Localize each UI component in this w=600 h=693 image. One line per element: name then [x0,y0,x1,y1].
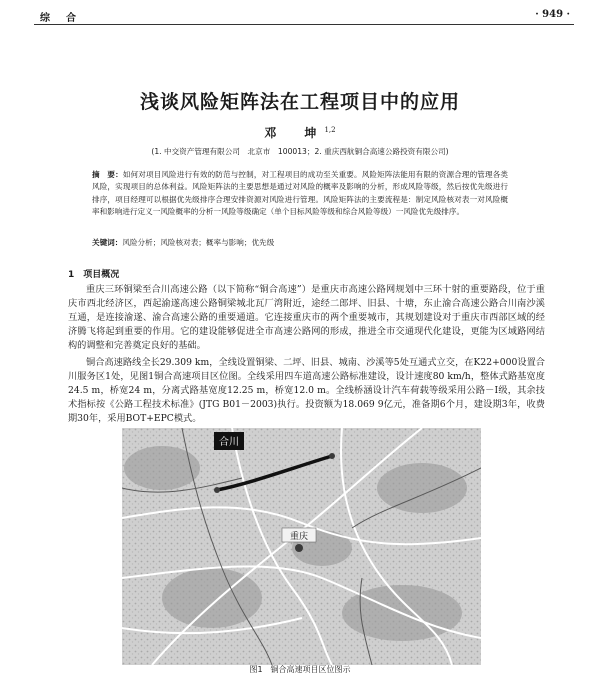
location-map-figure [122,428,481,665]
body-paragraph [68,356,545,426]
body-paragraph [68,283,545,353]
author-name: 邓 坤 [264,126,325,140]
affiliation: (1. 中交资产管理有限公司 北京市 100013；2. 重庆西航铜合高速公路投资有限公司) [151,147,449,156]
article-title: 浅谈风险矩阵法在工程项目中的应用 [139,91,460,113]
author [0,124,600,141]
paragraph-2-text: 铜合高速路线全长29.309 km，全线设置铜梁、二坪、旧县、城南、沙溪等5处互通式立交，在K22+000设置合川服务区1处，见图1铜合高速项目区位图。全线采用四车道高速公路标准建设，设计速度80 km/h，整体式路基宽度24.5 m，桥宽24 m，分离式路基宽度12.25 m，桥宽12.0 m。全线桥涵设计汽车荷载等级采用公路－Ⅰ级，其余技术指标按《公路工程技术标准》(JTG B01－2003)执行。投资额为18.069 9亿元，准备期6个月，建设期3年，收费期30年，采用BOT+EPC模式。 [68,357,545,425]
page-number: · 949 · [535,9,570,20]
abstract-label: 摘 要： [92,170,123,179]
abstract-text: 如何对项目风险进行有效的防范与控制，对工程项目的成功至关重要。风险矩阵法能用有限的资源合理的管理各类风险，实现项目的总体利益。风险矩阵法的主要思想是通过对风险的概率及影响的分析，形成风险等级，然后按优先级进行排序，项目经理可以根据优先级排序合理安排资源对风险进行管理。风险矩阵法的主要流程是：制定风险核对表一对风险概率和影响进行定义一风险概率的分析一风险等级确定（单个目标风险等级和综合风险等级）一风险优先级排序。 [92,170,508,216]
running-header-section: 综合 [40,13,92,24]
section-heading: 1 项目概况 [68,270,120,280]
paragraph-1-text: 重庆三环铜梁至合川高速公路（以下简称“铜合高速”）是重庆市高速公路网规划中三环十射的重要路段，位于重庆市西北经济区，西起渝遂高速公路铜梁城北瓦厂湾附近，途经二郎坪、旧县、十塘，东止渝合高速公路合川南沙溪互通，是连接渝遂、渝合高速公路的重要通道。它连接重庆市的两个重要城市，其规划建设对于重庆市西部区域的经济腾飞将起到重要的作用。它的建设能够促进全市高速公路网的形成，推进全市交通现代化建设，更能为区域路网结构的调整和完善奠定良好的基础。 [68,284,545,352]
keywords-label: 关键词： [92,238,123,247]
abstract [92,169,508,218]
keywords-text: 风险分析；风险核对表；概率与影响；优先级 [122,238,275,247]
keywords [92,237,508,248]
author-affiliation-marks: 1,2 [324,126,336,134]
figure-caption: 图1 铜合高速项目区位图示 [249,665,351,674]
map-label-city: 重庆 [289,532,309,542]
map-label-north-city: 合川 [219,437,239,448]
header-rule [34,24,574,25]
